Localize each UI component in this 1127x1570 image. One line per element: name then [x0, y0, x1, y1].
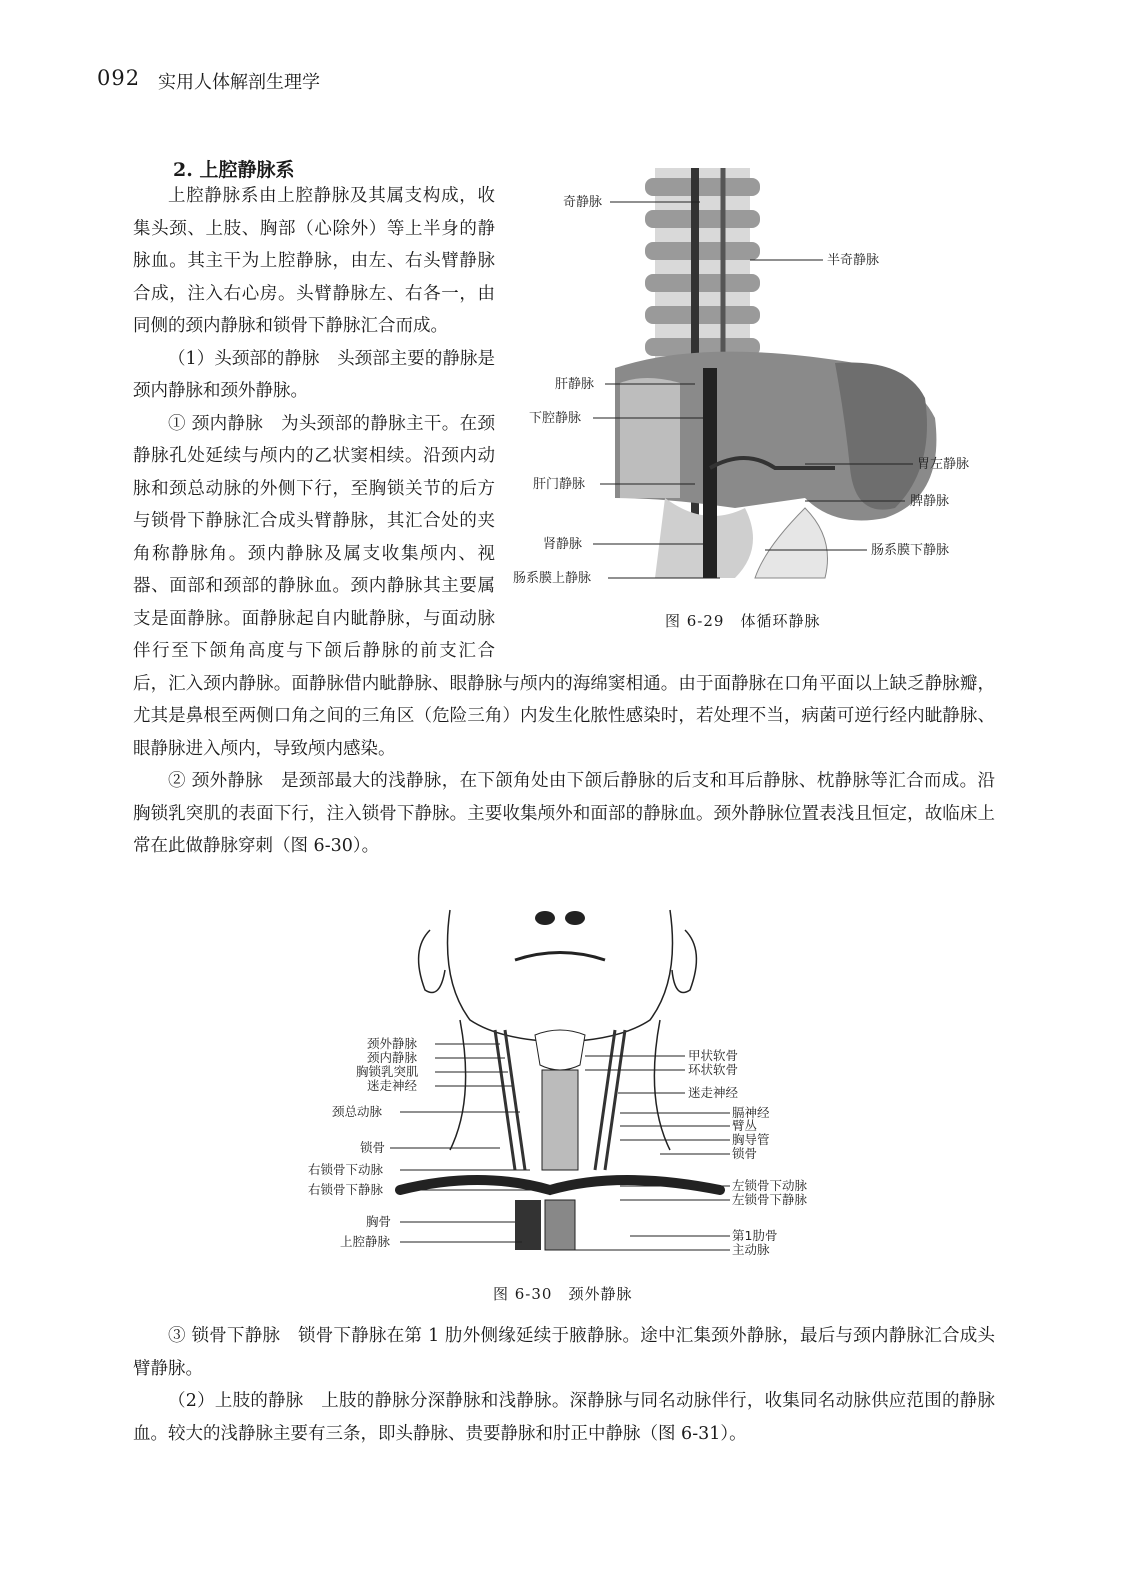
label-brachial-plexus: 臂丛 — [732, 1118, 758, 1133]
chin-outline — [448, 910, 673, 1042]
label-right-subclavian-artery: 右锁骨下动脉 — [308, 1162, 384, 1177]
right-ear — [672, 930, 696, 993]
label-superior-vena-cava: 上腔静脉 — [340, 1234, 391, 1249]
book-title: 实用人体解剖生理学 — [158, 72, 320, 93]
figure-6-29-illustration — [505, 168, 985, 608]
label-vagus-left: 迷走神经 — [367, 1078, 418, 1093]
label-left-gastric-vein: 胃左静脉 — [917, 457, 970, 472]
mouth-shape — [515, 953, 605, 961]
paragraph-subclavian-vein: ③ 锁骨下静脉 锁骨下静脉在第 1 肋外侧缘延续于腋静脉。途中汇集颈外静脉，最后与颈内静脉汇合成头臂静脉。 — [133, 1326, 995, 1379]
paragraph-external-jugular: ② 颈外静脉 是颈部最大的浅静脉，在下颌角处由下颌后静脉的后支和耳后静脉、枕静脉等汇合而成。沿胸锁乳突肌的表面下行，注入锁骨下静脉。主要收集颅外和面部的静脉血。颈外静脉位置表浅且恒定，故临床上常在此做静脉穿刺（图 6-30）。 — [133, 771, 995, 856]
label-splenic-vein: 脾静脉 — [910, 494, 950, 509]
label-inferior-mesenteric-vein: 肠系膜下静脉 — [871, 543, 950, 558]
label-thoracic-duct: 胸导管 — [732, 1132, 770, 1147]
nostril-left — [535, 911, 555, 925]
nostril-right — [565, 911, 585, 925]
label-hepatic-vein: 肝静脉 — [555, 377, 595, 392]
label-renal-vein: 肾静脉 — [543, 537, 583, 552]
aorta-shape — [545, 1200, 575, 1250]
label-left-subclavian-artery: 左锁骨下动脉 — [732, 1178, 808, 1193]
label-internal-jugular: 颈内静脉 — [367, 1050, 418, 1065]
label-cricoid-cartilage: 环状软骨 — [688, 1062, 739, 1077]
label-phrenic-nerve: 膈神经 — [732, 1105, 770, 1120]
label-vagus-right: 迷走神经 — [688, 1085, 739, 1100]
label-clavicle-right: 锁骨 — [732, 1146, 758, 1161]
label-sternum: 胸骨 — [366, 1214, 392, 1229]
label-inferior-vena-cava: 下腔静脉 — [529, 411, 582, 426]
left-ear — [419, 930, 445, 993]
label-thyroid-cartilage: 甲状软骨 — [688, 1048, 739, 1063]
left-neck-vessels — [495, 1030, 525, 1170]
paragraph-upper-limb-veins: （2）上肢的静脉 上肢的静脉分深静脉和浅静脉。深静脉与同名动脉伴行，收集同名动脉供应范围的静脉血。较大的浅静脉主要有三条，即头静脉、贵要静脉和肘正中静脉（图 6-31）。 — [133, 1391, 995, 1444]
label-portal-vein: 肝门静脉 — [533, 477, 586, 492]
colon-shape — [755, 508, 828, 578]
section-heading: 2. 上腔静脉系 — [173, 159, 295, 181]
thyroid-cartilage-shape — [535, 1030, 585, 1070]
label-clavicle-left: 锁骨 — [360, 1140, 386, 1155]
label-hemiazygos-vein: 半奇静脉 — [827, 253, 880, 268]
label-external-jugular: 颈外静脉 — [367, 1036, 418, 1051]
clavicles-shape — [400, 1180, 720, 1190]
page-number: 092 — [97, 66, 141, 90]
paragraph-svc-intro: 上腔静脉系由上腔静脉及其属支构成，收集头颈、上肢、胸部（心除外）等上半身的静脉血。其主干为上腔静脉，由左、右头臂静脉合成，注入右心房。头臂静脉左、右各一，由同侧的颈内静脉和锁骨下静脉汇合而成。 — [133, 186, 495, 336]
label-left-subclavian-vein: 左锁骨下静脉 — [732, 1192, 808, 1207]
trachea-shape — [542, 1070, 578, 1170]
label-azygos-vein: 奇静脉 — [563, 195, 603, 210]
label-aorta: 主动脉 — [732, 1242, 770, 1257]
paragraph-head-neck-veins: （1）头颈部的静脉 头颈部主要的静脉是颈内静脉和颈外静脉。 — [133, 348, 495, 401]
figure-6-30-caption: 图 6-30 颈外静脉 — [493, 1285, 633, 1303]
label-right-subclavian-vein: 右锁骨下静脉 — [308, 1182, 384, 1197]
liver-cut-face — [620, 378, 680, 498]
right-neck-vessels — [595, 1030, 625, 1170]
spine-column — [655, 168, 750, 363]
label-common-carotid: 颈总动脉 — [332, 1104, 383, 1119]
paragraph-internal-jugular: ① 颈内静脉 为头颈部的静脉主干。在颈静脉孔处延续与颅内的乙状窦相续。沿颈内动脉和颈总动脉的外侧下行，至胸锁关节的后方与锁骨下静脉汇合成头臂静脉，其汇合处的夹角称静脉角。颈内静脉及属支收集颅内、视器、面部和颈部的静脉血。颈内静脉其主要属支是面静脉。面静脉起自内眦静脉，与面动脉伴行至下颌角高度与下颌后静脉的前支汇合后，汇入颈内静脉。面静脉借内眦静脉、眼静脉与颅内的海绵窦相通。由于面静脉在口角平面以上缺乏静脉瓣，尤其是鼻根至两侧口角之间的三角区（危险三角）内发生化脓性感染时，若处理不当，病菌可逆行经内眦静脉、眼静脉进入颅内，导致颅内感染。 — [133, 413, 995, 759]
figure-6-29-caption: 图 6-29 体循环静脉 — [665, 612, 821, 630]
label-first-rib: 第1肋骨 — [732, 1228, 778, 1243]
label-superior-mesenteric-vein: 肠系膜上静脉 — [513, 571, 592, 586]
label-sternocleidomastoid: 胸锁乳突肌 — [356, 1064, 419, 1079]
figure-6-30-illustration — [300, 890, 820, 1270]
